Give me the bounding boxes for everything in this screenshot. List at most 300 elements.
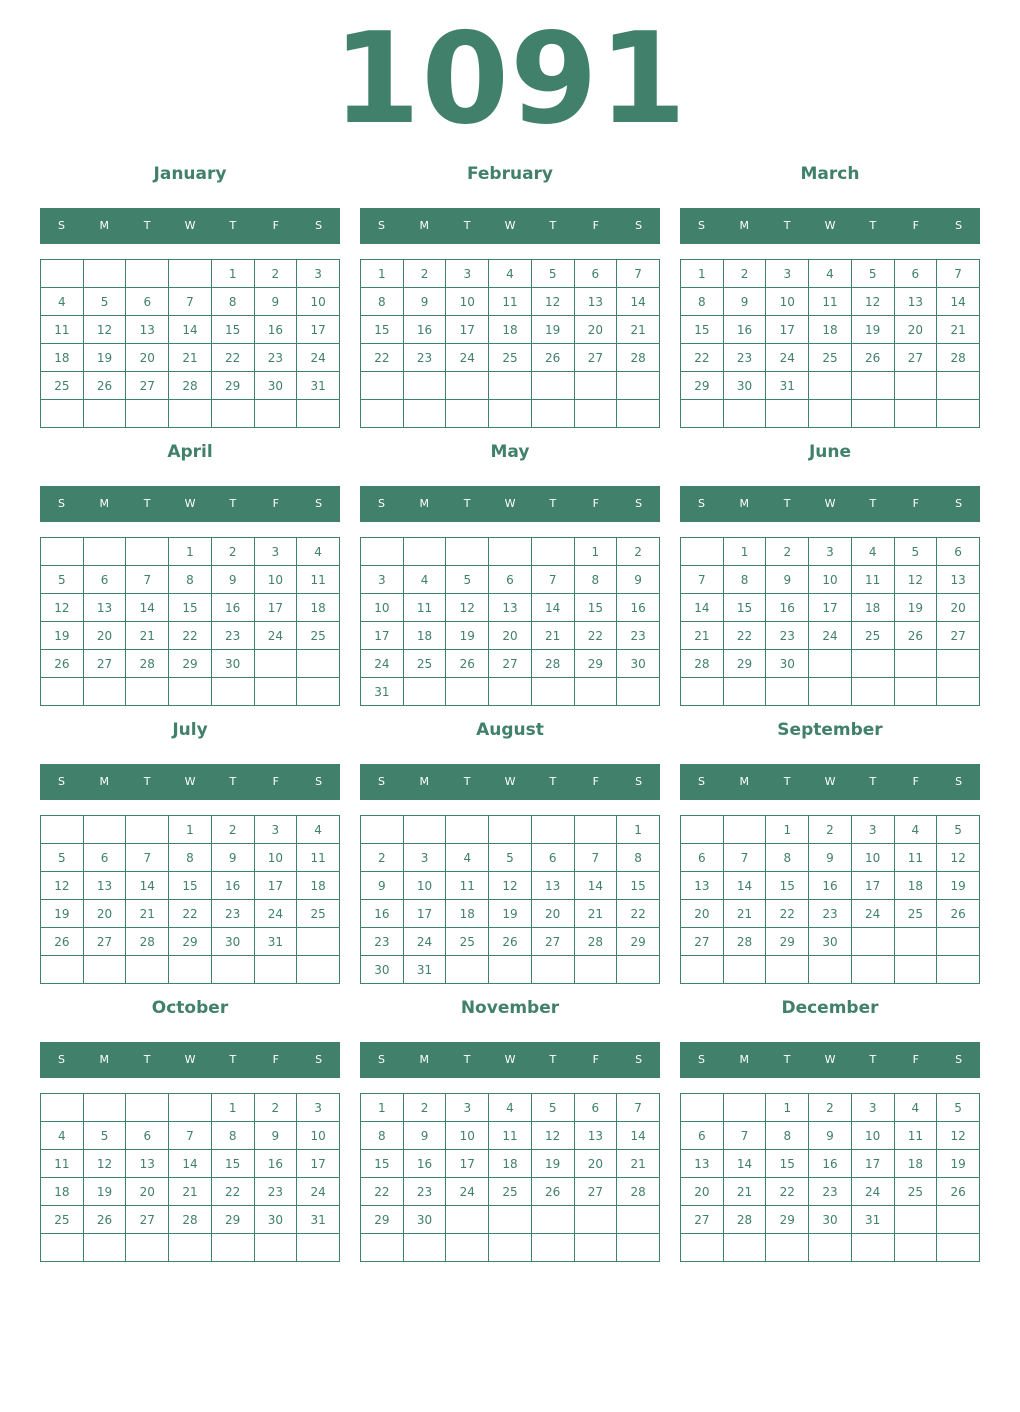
day-cell: 1 <box>574 538 617 566</box>
empty-day-cell <box>361 538 404 566</box>
day-cell: 14 <box>723 1150 766 1178</box>
day-cell: 9 <box>254 288 297 316</box>
day-cell: 26 <box>83 1206 126 1234</box>
empty-day-cell <box>126 260 169 288</box>
empty-day-cell <box>531 400 574 428</box>
weekday-label: M <box>419 219 430 232</box>
day-cell: 9 <box>617 566 660 594</box>
day-cell: 14 <box>681 594 724 622</box>
day-cell: 10 <box>361 594 404 622</box>
day-cell: 12 <box>41 872 84 900</box>
day-cell: 12 <box>83 1150 126 1178</box>
day-cell: 26 <box>937 1178 980 1206</box>
day-cell: 18 <box>489 316 532 344</box>
weekday-label: T <box>869 775 877 788</box>
day-cell: 17 <box>361 622 404 650</box>
week-row <box>681 678 980 706</box>
day-cell: 18 <box>446 900 489 928</box>
weekday-label: S <box>377 219 385 232</box>
week-row <box>361 650 660 678</box>
weekday-label: T <box>463 1053 471 1066</box>
day-cell: 4 <box>894 1094 937 1122</box>
weekday-label: W <box>184 1053 196 1066</box>
day-cell: 27 <box>126 372 169 400</box>
week-row <box>361 594 660 622</box>
day-cell: 19 <box>531 1150 574 1178</box>
empty-day-cell <box>83 538 126 566</box>
day-cell: 18 <box>403 622 446 650</box>
day-cell: 10 <box>297 1122 340 1150</box>
day-cell: 2 <box>766 538 809 566</box>
day-cell: 25 <box>41 1206 84 1234</box>
week-row <box>41 1234 340 1262</box>
weekday-header <box>680 208 980 244</box>
day-cell: 24 <box>851 900 894 928</box>
day-cell: 16 <box>211 594 254 622</box>
day-cell: 13 <box>681 1150 724 1178</box>
empty-day-cell <box>297 956 340 984</box>
day-cell: 16 <box>211 872 254 900</box>
empty-day-cell <box>723 816 766 844</box>
day-cell: 27 <box>574 344 617 372</box>
weekday-label: W <box>504 1053 516 1066</box>
weekday-header <box>40 486 340 522</box>
day-cell: 9 <box>254 1122 297 1150</box>
day-cell: 22 <box>169 622 212 650</box>
day-cell: 1 <box>766 1094 809 1122</box>
weekday-label: M <box>99 1053 110 1066</box>
week-row <box>41 650 340 678</box>
weekday-label: F <box>912 497 919 510</box>
day-cell: 14 <box>126 872 169 900</box>
weekday-label: W <box>504 497 516 510</box>
day-cell: 1 <box>361 260 404 288</box>
day-cell: 7 <box>681 566 724 594</box>
weekday-header <box>360 208 660 244</box>
weekday-header <box>680 486 980 522</box>
weekday-label: F <box>912 219 919 232</box>
day-cell: 21 <box>169 1178 212 1206</box>
day-cell: 14 <box>126 594 169 622</box>
day-cell: 8 <box>169 566 212 594</box>
weekday-header <box>360 1042 660 1078</box>
weekday-label: T <box>549 1053 557 1066</box>
day-cell: 8 <box>723 566 766 594</box>
week-row <box>41 344 340 372</box>
day-cell: 28 <box>723 928 766 956</box>
day-cell: 28 <box>126 928 169 956</box>
empty-day-cell <box>446 1234 489 1262</box>
day-cell: 17 <box>297 316 340 344</box>
day-cell: 23 <box>809 900 852 928</box>
month-name: July <box>172 720 208 740</box>
empty-day-cell <box>937 1234 980 1262</box>
empty-day-cell <box>894 650 937 678</box>
empty-day-cell <box>894 1206 937 1234</box>
day-cell: 12 <box>937 844 980 872</box>
day-cell: 28 <box>169 372 212 400</box>
empty-day-cell <box>169 956 212 984</box>
week-row <box>361 372 660 400</box>
week-row <box>361 956 660 984</box>
day-cell: 2 <box>361 844 404 872</box>
day-cell: 16 <box>254 316 297 344</box>
day-cell: 30 <box>254 372 297 400</box>
day-cell: 11 <box>894 1122 937 1150</box>
day-cell: 21 <box>126 622 169 650</box>
day-cell: 26 <box>41 650 84 678</box>
day-cell: 3 <box>297 1094 340 1122</box>
day-cell: 7 <box>531 566 574 594</box>
week-row <box>41 1150 340 1178</box>
day-cell: 10 <box>254 566 297 594</box>
weekday-label: W <box>184 497 196 510</box>
weekday-header <box>40 1042 340 1078</box>
empty-day-cell <box>126 678 169 706</box>
day-cell: 5 <box>937 816 980 844</box>
day-grid <box>680 815 980 984</box>
empty-day-cell <box>489 1234 532 1262</box>
day-cell: 28 <box>681 650 724 678</box>
day-cell: 30 <box>809 1206 852 1234</box>
weekday-label: S <box>955 775 963 788</box>
empty-day-cell <box>681 956 724 984</box>
day-cell: 18 <box>894 1150 937 1178</box>
empty-day-cell <box>937 1206 980 1234</box>
day-cell: 20 <box>83 622 126 650</box>
empty-day-cell <box>489 678 532 706</box>
day-cell: 17 <box>297 1150 340 1178</box>
day-cell: 13 <box>83 872 126 900</box>
day-cell: 18 <box>489 1150 532 1178</box>
day-cell: 13 <box>894 288 937 316</box>
day-cell: 2 <box>403 260 446 288</box>
week-row <box>681 566 980 594</box>
day-cell: 28 <box>617 344 660 372</box>
day-cell: 17 <box>446 316 489 344</box>
weekday-label: M <box>739 219 750 232</box>
day-cell: 16 <box>361 900 404 928</box>
day-cell: 1 <box>211 1094 254 1122</box>
day-cell: 6 <box>574 260 617 288</box>
week-row <box>41 288 340 316</box>
day-cell: 3 <box>254 538 297 566</box>
weekday-label: W <box>504 775 516 788</box>
day-cell: 27 <box>83 650 126 678</box>
day-cell: 6 <box>894 260 937 288</box>
empty-day-cell <box>83 678 126 706</box>
empty-day-cell <box>531 1206 574 1234</box>
weekday-header <box>680 764 980 800</box>
day-cell: 8 <box>574 566 617 594</box>
day-cell: 20 <box>126 344 169 372</box>
day-cell: 29 <box>574 650 617 678</box>
weekday-label: S <box>635 775 643 788</box>
month-name: June <box>808 442 852 462</box>
day-cell: 5 <box>489 844 532 872</box>
day-cell: 3 <box>254 816 297 844</box>
day-cell: 31 <box>361 678 404 706</box>
weekday-label: W <box>824 775 836 788</box>
day-cell: 22 <box>723 622 766 650</box>
day-cell: 1 <box>766 816 809 844</box>
day-cell: 3 <box>403 844 446 872</box>
week-row <box>41 260 340 288</box>
day-cell: 3 <box>446 1094 489 1122</box>
empty-day-cell <box>41 400 84 428</box>
week-row <box>361 400 660 428</box>
weekday-label: F <box>592 1053 599 1066</box>
weekday-label: T <box>783 775 791 788</box>
day-cell: 9 <box>361 872 404 900</box>
day-cell: 9 <box>766 566 809 594</box>
day-cell: 20 <box>681 900 724 928</box>
weekday-label: T <box>143 1053 151 1066</box>
day-cell: 6 <box>937 538 980 566</box>
day-cell: 5 <box>894 538 937 566</box>
empty-day-cell <box>403 538 446 566</box>
day-cell: 5 <box>937 1094 980 1122</box>
week-row <box>361 872 660 900</box>
weekday-label: T <box>783 497 791 510</box>
day-cell: 10 <box>851 844 894 872</box>
day-cell: 12 <box>83 316 126 344</box>
empty-day-cell <box>894 678 937 706</box>
weekday-label: S <box>57 219 65 232</box>
empty-day-cell <box>766 1234 809 1262</box>
day-cell: 13 <box>83 594 126 622</box>
week-row <box>361 928 660 956</box>
day-cell: 22 <box>211 1178 254 1206</box>
weekday-label: S <box>697 219 705 232</box>
day-cell: 29 <box>169 928 212 956</box>
week-row <box>361 900 660 928</box>
day-cell: 7 <box>169 288 212 316</box>
day-cell: 18 <box>41 344 84 372</box>
day-cell: 19 <box>851 316 894 344</box>
day-cell: 9 <box>723 288 766 316</box>
empty-day-cell <box>937 400 980 428</box>
weekday-label: T <box>549 775 557 788</box>
week-row <box>41 372 340 400</box>
day-cell: 2 <box>254 1094 297 1122</box>
week-row <box>41 538 340 566</box>
day-grid <box>360 537 660 706</box>
month-name: April <box>167 442 213 462</box>
day-cell: 24 <box>297 1178 340 1206</box>
week-row <box>41 678 340 706</box>
day-grid <box>40 259 340 428</box>
day-cell: 15 <box>211 316 254 344</box>
empty-day-cell <box>894 928 937 956</box>
empty-day-cell <box>681 1094 724 1122</box>
day-cell: 11 <box>446 872 489 900</box>
day-cell: 6 <box>126 288 169 316</box>
day-cell: 19 <box>894 594 937 622</box>
day-cell: 27 <box>681 928 724 956</box>
day-cell: 22 <box>211 344 254 372</box>
week-row <box>41 844 340 872</box>
empty-day-cell <box>766 400 809 428</box>
empty-day-cell <box>403 678 446 706</box>
day-grid <box>680 537 980 706</box>
weekday-label: T <box>463 497 471 510</box>
empty-day-cell <box>937 678 980 706</box>
day-cell: 28 <box>574 928 617 956</box>
day-cell: 16 <box>403 316 446 344</box>
day-cell: 30 <box>617 650 660 678</box>
day-cell: 14 <box>617 288 660 316</box>
empty-day-cell <box>169 400 212 428</box>
week-row <box>681 1206 980 1234</box>
empty-day-cell <box>766 956 809 984</box>
day-cell: 19 <box>937 1150 980 1178</box>
day-cell: 31 <box>297 372 340 400</box>
day-cell: 19 <box>41 622 84 650</box>
empty-day-cell <box>937 372 980 400</box>
week-row <box>681 260 980 288</box>
empty-day-cell <box>446 372 489 400</box>
day-cell: 6 <box>531 844 574 872</box>
day-cell: 15 <box>766 1150 809 1178</box>
day-cell: 18 <box>41 1178 84 1206</box>
day-cell: 18 <box>894 872 937 900</box>
empty-day-cell <box>937 928 980 956</box>
day-cell: 6 <box>83 566 126 594</box>
day-cell: 20 <box>489 622 532 650</box>
month-name: September <box>777 720 883 740</box>
day-cell: 13 <box>126 1150 169 1178</box>
empty-day-cell <box>617 1206 660 1234</box>
empty-day-cell <box>361 372 404 400</box>
weekday-header <box>360 764 660 800</box>
day-cell: 9 <box>809 1122 852 1150</box>
weekday-label: F <box>592 775 599 788</box>
day-cell: 20 <box>531 900 574 928</box>
empty-day-cell <box>446 538 489 566</box>
day-cell: 10 <box>851 1122 894 1150</box>
day-cell: 15 <box>361 316 404 344</box>
empty-day-cell <box>211 400 254 428</box>
day-cell: 31 <box>297 1206 340 1234</box>
weekday-label: F <box>592 497 599 510</box>
weekday-label: S <box>315 775 323 788</box>
week-row <box>681 1178 980 1206</box>
day-cell: 20 <box>894 316 937 344</box>
weekday-label: M <box>739 1053 750 1066</box>
day-cell: 21 <box>531 622 574 650</box>
day-cell: 7 <box>937 260 980 288</box>
day-cell: 23 <box>723 344 766 372</box>
week-row <box>41 1094 340 1122</box>
day-cell: 19 <box>41 900 84 928</box>
day-cell: 13 <box>574 1122 617 1150</box>
week-row <box>41 956 340 984</box>
weekday-label: T <box>229 219 237 232</box>
day-cell: 11 <box>489 288 532 316</box>
day-cell: 15 <box>361 1150 404 1178</box>
month-name: August <box>476 720 544 740</box>
day-cell: 11 <box>403 594 446 622</box>
empty-day-cell <box>297 400 340 428</box>
day-cell: 13 <box>937 566 980 594</box>
day-cell: 25 <box>809 344 852 372</box>
day-cell: 31 <box>403 956 446 984</box>
day-cell: 10 <box>766 288 809 316</box>
day-cell: 4 <box>489 260 532 288</box>
empty-day-cell <box>489 372 532 400</box>
week-row <box>41 816 340 844</box>
day-cell: 14 <box>169 316 212 344</box>
day-cell: 17 <box>851 872 894 900</box>
week-row <box>361 816 660 844</box>
day-cell: 19 <box>83 1178 126 1206</box>
day-cell: 2 <box>809 816 852 844</box>
day-cell: 23 <box>211 900 254 928</box>
empty-day-cell <box>403 372 446 400</box>
weekday-label: S <box>57 1053 65 1066</box>
day-cell: 28 <box>617 1178 660 1206</box>
day-cell: 28 <box>169 1206 212 1234</box>
empty-day-cell <box>211 678 254 706</box>
day-cell: 7 <box>617 1094 660 1122</box>
day-cell: 25 <box>894 1178 937 1206</box>
week-row <box>681 1150 980 1178</box>
empty-day-cell <box>446 956 489 984</box>
weekday-label: S <box>377 497 385 510</box>
day-cell: 2 <box>254 260 297 288</box>
week-row <box>41 872 340 900</box>
day-grid <box>360 1093 660 1262</box>
day-cell: 23 <box>809 1178 852 1206</box>
day-cell: 21 <box>617 316 660 344</box>
empty-day-cell <box>361 1234 404 1262</box>
day-cell: 30 <box>403 1206 446 1234</box>
month-name: January <box>153 164 227 184</box>
day-cell: 9 <box>211 566 254 594</box>
day-cell: 13 <box>574 288 617 316</box>
empty-day-cell <box>723 956 766 984</box>
month-name: November <box>460 998 560 1018</box>
day-cell: 30 <box>766 650 809 678</box>
day-cell: 13 <box>489 594 532 622</box>
day-cell: 24 <box>851 1178 894 1206</box>
day-cell: 24 <box>297 344 340 372</box>
empty-day-cell <box>126 1234 169 1262</box>
day-cell: 17 <box>254 872 297 900</box>
weekday-label: T <box>143 219 151 232</box>
day-cell: 22 <box>169 900 212 928</box>
day-cell: 7 <box>126 844 169 872</box>
weekday-label: T <box>463 775 471 788</box>
day-cell: 5 <box>41 566 84 594</box>
empty-day-cell <box>403 816 446 844</box>
empty-day-cell <box>83 1234 126 1262</box>
day-cell: 27 <box>937 622 980 650</box>
empty-day-cell <box>894 956 937 984</box>
day-cell: 17 <box>446 1150 489 1178</box>
day-cell: 18 <box>297 594 340 622</box>
weekday-label: M <box>739 775 750 788</box>
day-cell: 12 <box>851 288 894 316</box>
week-row <box>41 1122 340 1150</box>
week-row <box>681 816 980 844</box>
day-cell: 5 <box>41 844 84 872</box>
day-cell: 14 <box>169 1150 212 1178</box>
day-cell: 25 <box>489 1178 532 1206</box>
day-grid <box>360 259 660 428</box>
weekday-label: T <box>869 219 877 232</box>
